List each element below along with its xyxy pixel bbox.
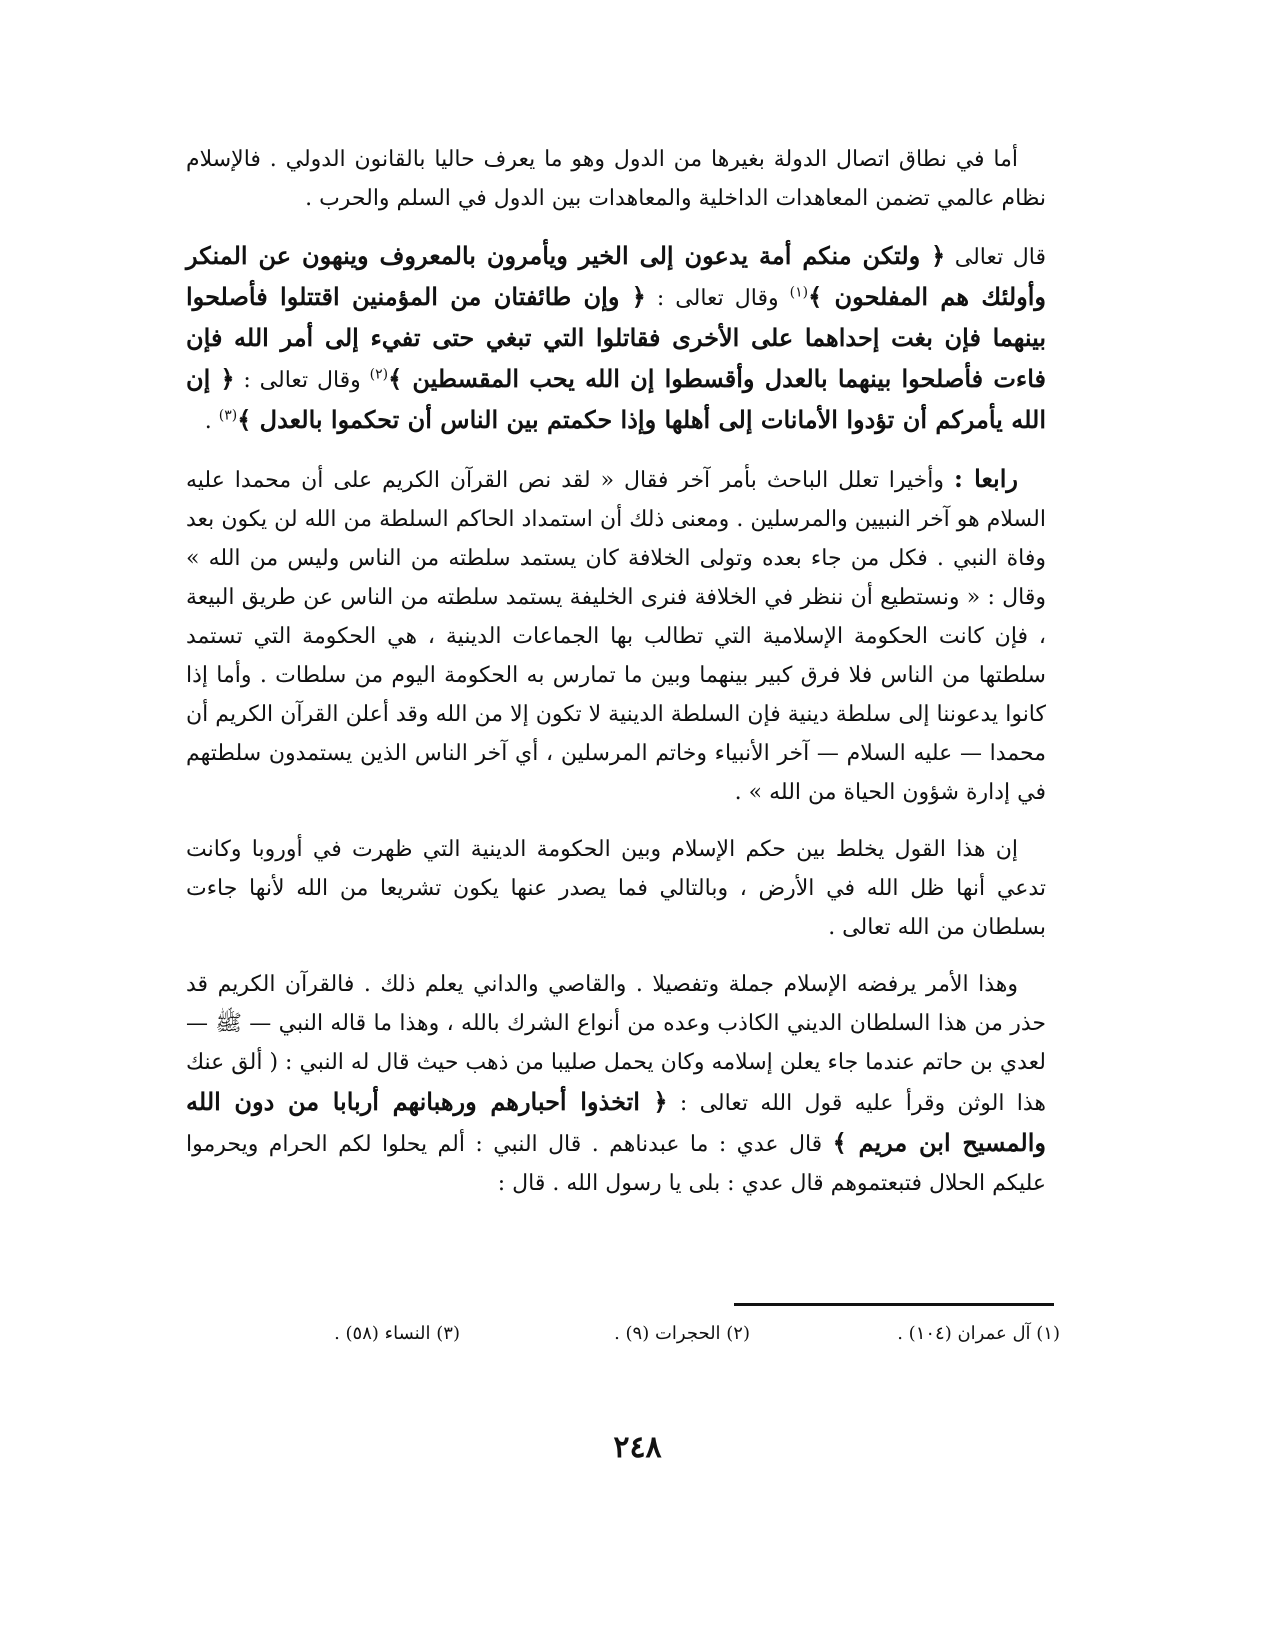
verse-intro: وقال تعالى : bbox=[243, 368, 361, 393]
paragraph-fourthly bbox=[186, 459, 1046, 812]
section-label: رابعا : bbox=[953, 464, 1018, 493]
footnote-ref-2: (٢) bbox=[369, 366, 389, 383]
paragraph-rebuttal bbox=[186, 830, 1046, 947]
paragraph-text: قال عدي : ما عبدناهم . قال النبي : ألم يحلوا لكم الحرام ويحرموا عليكم الحلال فتبعتموهم قال عدي : بلى يا رسول الله . قال : bbox=[186, 1132, 1046, 1196]
footnote-ref-1: (١) bbox=[789, 284, 809, 301]
paragraph-rejection bbox=[186, 965, 1046, 1203]
paragraph-quran-verses bbox=[186, 236, 1046, 441]
quran-verse-2: ﴿ وإن طائفتان من المؤمنين اقتتلوا فأصلحوا بينهما فإن بغت إحداهما على الأخرى فقاتلوا التي تبغي حتى تفيء إلى أمر الله فإن فاءت فأصلحوا بينهما بالعدل وأقسطوا إن الله يحب المقسطين ﴾ bbox=[186, 282, 1046, 393]
quran-verse-3: ﴿ إن الله يأمركم أن تؤدوا الأمانات إلى أهلها وإذا حكمتم بين الناس أن تحكموا بالعدل ﴾ bbox=[186, 364, 1046, 434]
footnote-divider bbox=[734, 1303, 1054, 1306]
verse-intro: وقال تعالى : bbox=[656, 286, 779, 311]
paragraph-text: وأخيرا تعلل الباحث بأمر آخر فقال « لقد نص القرآن الكريم على أن محمدا عليه السلام هو آخر النبيين والمرسلين . ومعنى ذلك أن استمداد الحاكم السلطة من الله لن يكون بعد وفاة النبي . فكل من جاء بعده وتولى الخلافة كان يستمد سلطته من الناس وليس من الله » وقال : « ونستطيع أن ننظر في الخلافة فنرى الخليفة يستمد سلطته من الناس عن طريق البيعة ، فإن كانت الحكومة الإسلامية التي تطالب بها الجماعات الدينية ، هي الحكومة التي تستمد سلطتها من الناس فلا فرق كبير بينهما وبين ما تمارس به الحكومة اليوم من سلطات . وأما إذا كانوا يدعوننا إلى سلطة دينية فإن السلطة الدينية لا تكون إلا من الله وقد أعلن القرآن الكريم أن محمدا — عليه السلام — آخر الأنبياء وخاتم المرسلين ، أي آخر الناس الذين يستمدون سلطتهم في إدارة شؤون الحياة من الله » . bbox=[186, 468, 1046, 805]
footnote-2: (٢) الحجرات (٩) . bbox=[614, 1323, 750, 1344]
quran-verse-4: ﴿ اتخذوا أحبارهم ورهبانهم أربابا من دون الله والمسيح ابن مريم ﴾ bbox=[186, 1087, 1046, 1157]
footnotes bbox=[230, 1323, 1060, 1353]
sentence-end: . bbox=[204, 409, 212, 434]
quran-verse-1: ﴿ ولتكن منكم أمة يدعون إلى الخير ويأمرون بالمعروف وينهون عن المنكر وأولئك هم المفلحون ﴾ bbox=[186, 241, 1046, 311]
paragraph-text: وهذا الأمر يرفضه الإسلام جملة وتفصيلا . والقاصي والداني يعلم ذلك . فالقرآن الكريم قد حذر من هذا السلطان الديني الكاذب وعده من أنواع الشرك بالله ، وهذا ما قاله النبي — ﷺ — لعدي بن حاتم عندما جاء يعلن إسلامه وكان يحمل صليبا من ذهب حيث قال له النبي : ( ألق عنك هذا الوثن وقرأ عليه قول الله تعالى : bbox=[186, 972, 1046, 1116]
paragraph-text: إن هذا القول يخلط بين حكم الإسلام وبين الحكومة الدينية التي ظهرت في أوروبا وكانت تدعي أنها ظل الله في الأرض ، وبالتالي فما يصدر عنها يكون تشريعا من الله لأنها جاءت بسلطان من الله تعالى . bbox=[186, 837, 1046, 940]
body-text bbox=[186, 140, 1046, 1221]
paragraph-international-relations bbox=[186, 140, 1046, 218]
footnote-1: (١) آل عمران (١٠٤) . bbox=[897, 1323, 1060, 1344]
paragraph-text: أما في نطاق اتصال الدولة بغيرها من الدول وهو ما يعرف حاليا بالقانون الدولي . فالإسلام نظام عالمي تضمن المعاهدات الداخلية والمعاهدات بين الدول في السلم والحرب . bbox=[186, 147, 1046, 211]
page-number: ٢٤٨ bbox=[613, 1430, 662, 1465]
footnote-3: (٣) النساء (٥٨) . bbox=[334, 1323, 460, 1344]
verse-intro: قال تعالى bbox=[954, 245, 1047, 270]
footnote-ref-3: (٣) bbox=[218, 407, 238, 424]
